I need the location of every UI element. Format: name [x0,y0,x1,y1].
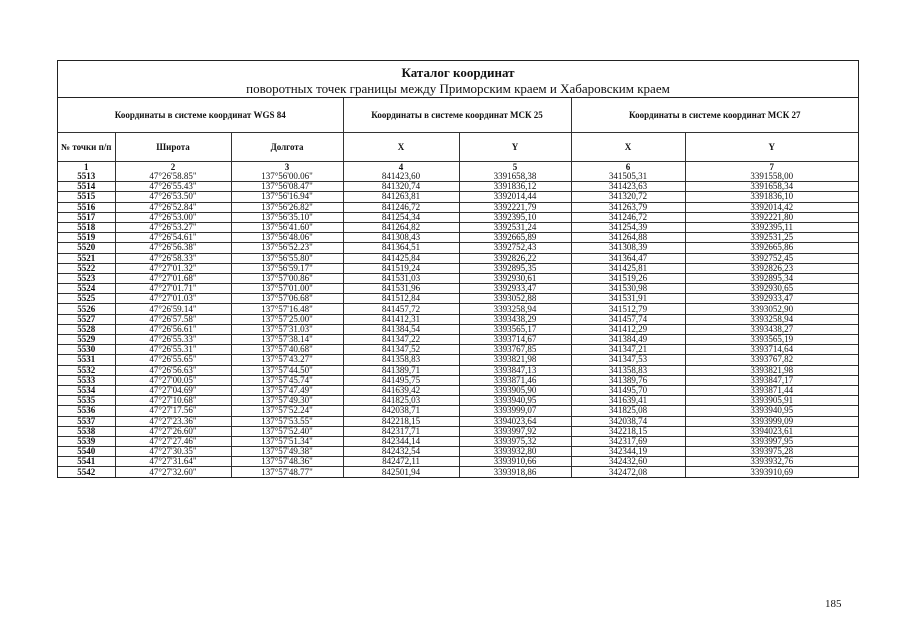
msk25-y-cell: 3392395,10 [459,212,571,222]
table-row [58,212,858,222]
msk25-y-cell: 3393821,98 [459,355,571,365]
column-header-latitude: Широта [115,133,231,162]
latitude-cell: 47°26'55.43" [115,182,231,192]
msk27-x-cell: 341495,70 [571,385,685,395]
msk25-y-cell: 3391658,38 [459,172,571,182]
msk25-y-cell: 3392895,35 [459,263,571,273]
latitude-cell: 47°26'57.58" [115,314,231,324]
msk27-x-cell: 341825,08 [571,406,685,416]
msk27-y-cell: 3392014,42 [685,202,858,212]
msk25-x-cell: 841384,54 [343,324,459,334]
point-number-cell: 5540 [58,447,115,457]
latitude-cell: 47°27'00.05" [115,375,231,385]
msk25-y-cell: 3393905,90 [459,385,571,395]
msk27-x-cell: 341384,49 [571,335,685,345]
msk27-y-cell: 3393565,19 [685,335,858,345]
longitude-cell: 137°57'31.03" [231,324,343,334]
msk25-x-cell: 841389,71 [343,365,459,375]
page-number: 185 [825,598,842,610]
msk27-x-cell: 342472,08 [571,467,685,477]
longitude-cell: 137°57'49.30" [231,396,343,406]
table-row [58,355,858,365]
msk25-x-cell: 841423,60 [343,172,459,182]
msk25-y-cell: 3393975,32 [459,436,571,446]
table-row [58,284,858,294]
latitude-cell: 47°27'27.46" [115,436,231,446]
longitude-cell: 137°57'25.00" [231,314,343,324]
msk27-y-cell: 3394023,61 [685,426,858,436]
msk27-x-cell: 341519,26 [571,273,685,283]
msk25-x-cell: 841254,34 [343,212,459,222]
table-row [58,294,858,304]
msk25-y-cell: 3392221,79 [459,202,571,212]
msk27-y-cell: 3393767,82 [685,355,858,365]
column-number: 6 [571,162,685,173]
table-row [58,396,858,406]
msk27-x-cell: 341412,29 [571,324,685,334]
table-row [58,406,858,416]
msk27-x-cell: 341264,88 [571,233,685,243]
catalog-title-block [58,61,858,98]
table-row [58,375,858,385]
msk27-x-cell: 341531,91 [571,294,685,304]
msk27-y-cell: 3392395,11 [685,222,858,232]
point-number-cell: 5524 [58,284,115,294]
longitude-cell: 137°57'53.55" [231,416,343,426]
latitude-cell: 47°26'59.14" [115,304,231,314]
msk25-x-cell: 841264,82 [343,222,459,232]
msk27-x-cell: 341364,47 [571,253,685,263]
point-number-cell: 5525 [58,294,115,304]
longitude-cell: 137°56'26.82" [231,202,343,212]
msk25-y-cell: 3393871,46 [459,375,571,385]
msk25-x-cell: 842501,94 [343,467,459,477]
msk27-x-cell: 341246,72 [571,212,685,222]
longitude-cell: 137°57'40.68" [231,345,343,355]
catalog-subtitle: поворотных точек границы между Приморским краем и Хабаровским краем [246,81,670,96]
latitude-cell: 47°26'54.61" [115,233,231,243]
msk25-y-cell: 3392930,61 [459,273,571,283]
table-body [58,172,858,477]
msk25-y-cell: 3392752,43 [459,243,571,253]
point-number-cell: 5513 [58,172,115,182]
msk25-y-cell: 3391836,12 [459,182,571,192]
table-row [58,335,858,345]
table-row [58,345,858,355]
msk27-y-cell: 3391836,10 [685,192,858,202]
msk27-x-cell: 341389,76 [571,375,685,385]
latitude-cell: 47°27'01.68" [115,273,231,283]
longitude-cell: 137°57'43.27" [231,355,343,365]
msk25-x-cell: 841364,51 [343,243,459,253]
latitude-cell: 47°27'30.35" [115,447,231,457]
msk27-y-cell: 3392221,80 [685,212,858,222]
msk27-y-cell: 3393052,90 [685,304,858,314]
latitude-cell: 47°27'04.69" [115,385,231,395]
longitude-cell: 137°56'35.10" [231,212,343,222]
point-number-cell: 5516 [58,202,115,212]
latitude-cell: 47°27'23.36" [115,416,231,426]
msk27-y-cell: 3393714,64 [685,345,858,355]
table-row [58,314,858,324]
longitude-cell: 137°57'48.77" [231,467,343,477]
msk27-y-cell: 3393821,98 [685,365,858,375]
msk25-x-cell: 842344,14 [343,436,459,446]
point-number-cell: 5536 [58,406,115,416]
latitude-cell: 47°26'53.50" [115,192,231,202]
point-number-cell: 5517 [58,212,115,222]
longitude-cell: 137°57'06.68" [231,294,343,304]
latitude-cell: 47°26'58.33" [115,253,231,263]
table-row [58,273,858,283]
latitude-cell: 47°27'01.32" [115,263,231,273]
group-header-wgs84: Координаты в системе координат WGS 84 [58,98,343,133]
msk27-y-cell: 3393871,44 [685,385,858,395]
msk25-y-cell: 3392531,24 [459,222,571,232]
group-header-msk27: Координаты в системе координат МСК 27 [571,98,858,133]
longitude-cell: 137°57'45.74" [231,375,343,385]
msk27-x-cell: 341530,98 [571,284,685,294]
latitude-cell: 47°27'17.56" [115,406,231,416]
msk27-x-cell: 342432,60 [571,457,685,467]
msk25-y-cell: 3393258,94 [459,304,571,314]
latitude-cell: 47°26'55.31" [115,345,231,355]
column-number: 3 [231,162,343,173]
msk25-y-cell: 3392665,89 [459,233,571,243]
msk27-x-cell: 341308,39 [571,243,685,253]
table-row [58,324,858,334]
column-header-msk27-x: X [571,133,685,162]
latitude-cell: 47°26'56.61" [115,324,231,334]
msk27-y-cell: 3393999,09 [685,416,858,426]
msk25-x-cell: 841358,83 [343,355,459,365]
msk25-x-cell: 841425,84 [343,253,459,263]
msk25-x-cell: 841639,42 [343,385,459,395]
msk27-y-cell: 3392930,65 [685,284,858,294]
table-row [58,457,858,467]
longitude-cell: 137°56'08.47" [231,182,343,192]
longitude-cell: 137°57'00.86" [231,273,343,283]
latitude-cell: 47°26'58.85" [115,172,231,182]
msk27-y-cell: 3393932,76 [685,457,858,467]
msk25-y-cell: 3393999,07 [459,406,571,416]
msk27-x-cell: 342317,69 [571,436,685,446]
msk25-y-cell: 3393438,29 [459,314,571,324]
msk25-x-cell: 841263,81 [343,192,459,202]
point-number-cell: 5521 [58,253,115,263]
table-row [58,467,858,477]
msk25-y-cell: 3393052,88 [459,294,571,304]
msk27-y-cell: 3392895,34 [685,273,858,283]
table-row [58,253,858,263]
msk25-y-cell: 3393847,13 [459,365,571,375]
column-header-msk25-x: X [343,133,459,162]
msk25-y-cell: 3393918,86 [459,467,571,477]
msk27-x-cell: 341505,31 [571,172,685,182]
point-number-cell: 5534 [58,385,115,395]
msk27-x-cell: 341254,39 [571,222,685,232]
msk25-x-cell: 841246,72 [343,202,459,212]
msk27-x-cell: 341425,81 [571,263,685,273]
point-number-cell: 5519 [58,233,115,243]
table-row [58,263,858,273]
msk27-y-cell: 3393975,28 [685,447,858,457]
point-number-cell: 5527 [58,314,115,324]
msk27-x-cell: 342218,15 [571,426,685,436]
table-row [58,222,858,232]
latitude-cell: 47°26'53.00" [115,212,231,222]
table-row [58,243,858,253]
longitude-cell: 137°57'49.38" [231,447,343,457]
table-row [58,365,858,375]
longitude-cell: 137°57'48.36" [231,457,343,467]
catalog-title: Каталог координат [401,65,515,80]
msk25-x-cell: 841531,03 [343,273,459,283]
msk27-x-cell: 342038,74 [571,416,685,426]
column-header-longitude: Долгота [231,133,343,162]
longitude-cell: 137°56'55.80" [231,253,343,263]
msk25-y-cell: 3393910,66 [459,457,571,467]
table-row [58,304,858,314]
longitude-cell: 137°57'01.00" [231,284,343,294]
msk27-x-cell: 342344,19 [571,447,685,457]
msk25-x-cell: 841347,22 [343,335,459,345]
table-row [58,172,858,182]
table-row [58,192,858,202]
point-number-cell: 5532 [58,365,115,375]
table-row [58,233,858,243]
latitude-cell: 47°26'56.38" [115,243,231,253]
column-header-point: № точки п/п [58,133,115,162]
point-number-cell: 5514 [58,182,115,192]
msk27-y-cell: 3391558,00 [685,172,858,182]
point-number-cell: 5541 [58,457,115,467]
point-number-cell: 5520 [58,243,115,253]
msk25-x-cell: 841825,03 [343,396,459,406]
msk27-y-cell: 3393847,17 [685,375,858,385]
point-number-cell: 5531 [58,355,115,365]
point-number-cell: 5530 [58,345,115,355]
point-number-cell: 5537 [58,416,115,426]
point-number-cell: 5523 [58,273,115,283]
msk25-x-cell: 842218,15 [343,416,459,426]
msk25-x-cell: 841531,96 [343,284,459,294]
msk25-x-cell: 842472,11 [343,457,459,467]
longitude-cell: 137°57'47.49" [231,385,343,395]
msk27-y-cell: 3393910,69 [685,467,858,477]
column-number: 5 [459,162,571,173]
latitude-cell: 47°26'56.63" [115,365,231,375]
msk25-x-cell: 841412,31 [343,314,459,324]
msk25-y-cell: 3393767,85 [459,345,571,355]
longitude-cell: 137°56'41.60" [231,222,343,232]
longitude-cell: 137°57'52.24" [231,406,343,416]
msk25-x-cell: 841512,84 [343,294,459,304]
longitude-cell: 137°57'52.40" [231,426,343,436]
point-number-cell: 5539 [58,436,115,446]
msk27-x-cell: 341320,72 [571,192,685,202]
latitude-cell: 47°27'10.68" [115,396,231,406]
column-number: 2 [115,162,231,173]
coordinate-catalog [57,60,859,478]
table-row [58,385,858,395]
column-header-msk25-y: Y [459,133,571,162]
point-number-cell: 5535 [58,396,115,406]
msk27-y-cell: 3393997,95 [685,436,858,446]
msk25-x-cell: 841519,24 [343,263,459,273]
msk25-y-cell: 3393714,67 [459,335,571,345]
msk27-y-cell: 3393258,94 [685,314,858,324]
column-number: 1 [58,162,115,173]
column-header-msk27-y: Y [685,133,858,162]
latitude-cell: 47°27'26.60" [115,426,231,436]
point-number-cell: 5533 [58,375,115,385]
msk27-x-cell: 341512,79 [571,304,685,314]
msk27-x-cell: 341263,79 [571,202,685,212]
latitude-cell: 47°27'01.03" [115,294,231,304]
msk27-y-cell: 3393438,27 [685,324,858,334]
table-row [58,416,858,426]
point-number-cell: 5542 [58,467,115,477]
msk27-x-cell: 341347,53 [571,355,685,365]
msk27-y-cell: 3393905,91 [685,396,858,406]
msk25-y-cell: 3394023,64 [459,416,571,426]
msk27-y-cell: 3393940,95 [685,406,858,416]
point-number-cell: 5526 [58,304,115,314]
msk27-x-cell: 341423,63 [571,182,685,192]
point-number-cell: 5538 [58,426,115,436]
msk25-y-cell: 3392826,22 [459,253,571,263]
coordinates-table [58,98,858,477]
latitude-cell: 47°26'53.27" [115,222,231,232]
msk25-x-cell: 841457,72 [343,304,459,314]
longitude-cell: 137°56'16.94" [231,192,343,202]
msk25-x-cell: 841495,75 [343,375,459,385]
msk27-y-cell: 3392826,23 [685,263,858,273]
msk27-y-cell: 3392531,25 [685,233,858,243]
msk25-y-cell: 3393932,80 [459,447,571,457]
msk25-y-cell: 3392014,44 [459,192,571,202]
table-row [58,182,858,192]
point-number-cell: 5515 [58,192,115,202]
latitude-cell: 47°26'55.33" [115,335,231,345]
point-number-cell: 5518 [58,222,115,232]
column-number: 7 [685,162,858,173]
msk25-y-cell: 3393997,92 [459,426,571,436]
msk25-y-cell: 3393940,95 [459,396,571,406]
msk25-y-cell: 3393565,17 [459,324,571,334]
latitude-cell: 47°27'32.60" [115,467,231,477]
latitude-cell: 47°26'55.65" [115,355,231,365]
longitude-cell: 137°56'48.06" [231,233,343,243]
msk25-y-cell: 3392933,47 [459,284,571,294]
latitude-cell: 47°27'01.71" [115,284,231,294]
msk27-x-cell: 341347,21 [571,345,685,355]
msk25-x-cell: 841308,43 [343,233,459,243]
point-number-cell: 5529 [58,335,115,345]
msk25-x-cell: 841320,74 [343,182,459,192]
table-row [58,202,858,212]
msk27-x-cell: 341639,41 [571,396,685,406]
msk27-y-cell: 3392752,45 [685,253,858,263]
msk27-y-cell: 3391658,34 [685,182,858,192]
longitude-cell: 137°57'51.34" [231,436,343,446]
longitude-cell: 137°56'52.23" [231,243,343,253]
msk25-x-cell: 842317,71 [343,426,459,436]
msk25-x-cell: 841347,52 [343,345,459,355]
table-row [58,447,858,457]
longitude-cell: 137°56'00.06" [231,172,343,182]
msk27-x-cell: 341457,74 [571,314,685,324]
column-number: 4 [343,162,459,173]
point-number-cell: 5522 [58,263,115,273]
table-row [58,426,858,436]
group-header-msk25: Координаты в системе координат МСК 25 [343,98,571,133]
longitude-cell: 137°56'59.17" [231,263,343,273]
table-row [58,436,858,446]
msk25-x-cell: 842038,71 [343,406,459,416]
longitude-cell: 137°57'38.14" [231,335,343,345]
latitude-cell: 47°27'31.64" [115,457,231,467]
longitude-cell: 137°57'44.50" [231,365,343,375]
msk27-y-cell: 3392665,86 [685,243,858,253]
longitude-cell: 137°57'16.48" [231,304,343,314]
msk27-x-cell: 341358,83 [571,365,685,375]
latitude-cell: 47°26'52.84" [115,202,231,212]
point-number-cell: 5528 [58,324,115,334]
msk25-x-cell: 842432,54 [343,447,459,457]
msk27-y-cell: 3392933,47 [685,294,858,304]
